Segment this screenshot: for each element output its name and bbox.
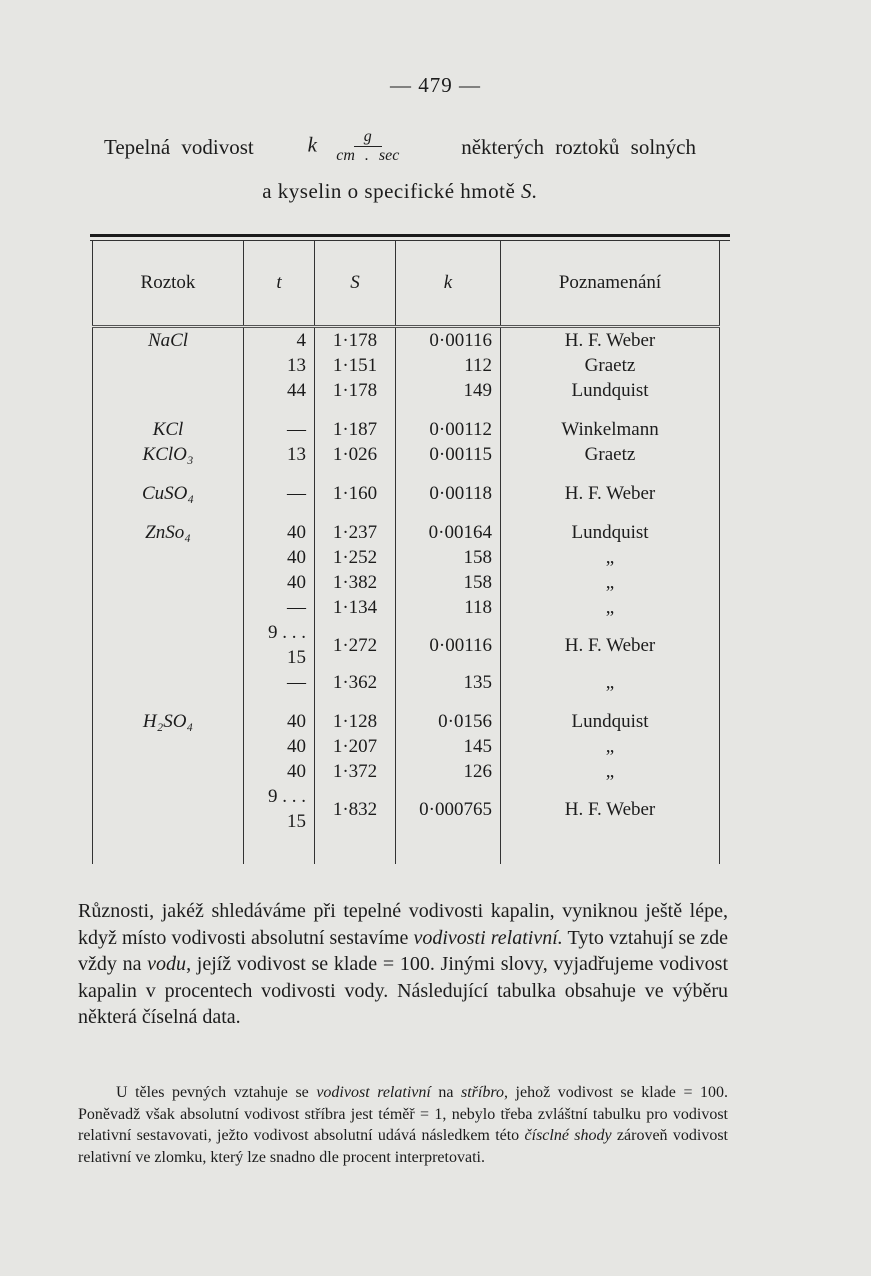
cell-t: 44 (244, 378, 315, 403)
cell-s: 1·362 (315, 670, 396, 695)
cell-s: 1·160 (315, 467, 396, 506)
cell-t: 13 (244, 353, 315, 378)
table-row (93, 327, 720, 354)
cell-poznamenani: H. F. Weber (501, 784, 720, 834)
cell-poznamenani: Winkelmann (501, 403, 720, 442)
cell-k: 0·000765 (396, 784, 501, 834)
header-s: S (315, 241, 396, 327)
table-row (93, 570, 720, 595)
title-line-2 (104, 177, 696, 205)
cell-s: 1·372 (315, 759, 396, 784)
cell-s: 1·272 (315, 620, 396, 670)
cell-roztok: CuSO₄ (93, 467, 244, 506)
table-row (93, 595, 720, 620)
cell-roztok: H₂SO₄ (93, 695, 244, 734)
cell-poznamenani: „ (501, 570, 720, 595)
cell-k: 149 (396, 378, 501, 403)
footnote-paragraph (78, 1082, 728, 1168)
cell-roztok (93, 734, 244, 759)
cell-s: 1·134 (315, 595, 396, 620)
cell-poznamenani: „ (501, 670, 720, 695)
header-poznamenani: Poznamenání (501, 241, 720, 327)
empty-cell (315, 834, 396, 864)
cell-poznamenani: Lundquist (501, 378, 720, 403)
title-text-1: Tepelná vodivost (104, 134, 254, 159)
cell-s: 1·178 (315, 327, 396, 354)
fraction-denominator: cm . sec (336, 147, 400, 164)
note-text: na (430, 1084, 461, 1101)
empty-cell (244, 834, 315, 864)
cell-s: 1·207 (315, 734, 396, 759)
cell-s: 1·026 (315, 442, 396, 467)
cell-t: — (244, 467, 315, 506)
empty-cell (396, 834, 501, 864)
cell-k: 0·00164 (396, 506, 501, 545)
cell-k: 0·00116 (396, 620, 501, 670)
table-row (93, 378, 720, 403)
cell-t: 9 . . . 15 (244, 784, 315, 834)
cell-poznamenani: H. F. Weber (501, 327, 720, 354)
cell-roztok (93, 620, 244, 670)
title-text-3: a kyselin o specifické hmotě (262, 179, 516, 203)
cell-k: 158 (396, 570, 501, 595)
cell-roztok (93, 595, 244, 620)
cell-k: 145 (396, 734, 501, 759)
paragraph-text: , jejíž vodivost se klade = 100. Jinými slovy, vyjadřujeme vodivost kapalin v procentech vodivosti vody. Následující tabulka obsahuje ve výběru některá číselná data. (78, 953, 729, 1028)
note-text: zároveň vodivost relativní ve zlomku, který lze snadno dle procent interpretovati. (78, 1127, 728, 1166)
cell-poznamenani: „ (501, 545, 720, 570)
table-bottom-padding (93, 834, 720, 864)
cell-poznamenani: H. F. Weber (501, 467, 720, 506)
note-text: U těles pevných vztahuje se (116, 1084, 317, 1101)
cell-t: 40 (244, 506, 315, 545)
table-row (93, 759, 720, 784)
cell-roztok (93, 353, 244, 378)
cell-k: 135 (396, 670, 501, 695)
header-t: t (244, 241, 315, 327)
cell-t: 13 (244, 442, 315, 467)
cell-roztok: NaCl (93, 327, 244, 354)
cell-poznamenani: „ (501, 595, 720, 620)
fraction-numerator: g (354, 130, 382, 147)
note-emphasis: čísclné shody (524, 1127, 612, 1144)
cell-roztok (93, 545, 244, 570)
body-paragraph (78, 898, 728, 1031)
table-row (93, 695, 720, 734)
cell-t: 40 (244, 734, 315, 759)
cell-s: 1·178 (315, 378, 396, 403)
cell-k: 0·00115 (396, 442, 501, 467)
table-row (93, 403, 720, 442)
cell-k: 118 (396, 595, 501, 620)
cell-s: 1·252 (315, 545, 396, 570)
cell-t: — (244, 403, 315, 442)
cell-poznamenani: H. F. Weber (501, 620, 720, 670)
cell-k: 112 (396, 353, 501, 378)
cell-t: — (244, 595, 315, 620)
table-top-rule (90, 234, 730, 237)
table-title (104, 130, 696, 205)
header-k: k (396, 241, 501, 327)
paragraph-emphasis: vodivosti relativní. (413, 926, 563, 949)
cell-poznamenani: Lundquist (501, 506, 720, 545)
note-emphasis: vodivost relativní (316, 1084, 431, 1101)
table-row (93, 670, 720, 695)
data-table (92, 241, 720, 864)
empty-cell (501, 834, 720, 864)
table-row (93, 620, 720, 670)
title-line-1 (104, 130, 696, 163)
title-formula (308, 130, 408, 163)
table-row (93, 784, 720, 834)
table-row (93, 545, 720, 570)
cell-s: 1·832 (315, 784, 396, 834)
cell-t: 40 (244, 759, 315, 784)
page-number: — 479 — (390, 73, 481, 97)
cell-roztok (93, 570, 244, 595)
cell-poznamenani: Graetz (501, 442, 720, 467)
cell-roztok (93, 759, 244, 784)
cell-roztok (93, 784, 244, 834)
cell-s: 1·187 (315, 403, 396, 442)
paragraph-emphasis: vodu (147, 953, 187, 975)
cell-roztok (93, 378, 244, 403)
symbol-k: k (307, 132, 317, 157)
cell-poznamenani: „ (501, 759, 720, 784)
conductivity-table (90, 234, 730, 864)
cell-s: 1·151 (315, 353, 396, 378)
table-row (93, 353, 720, 378)
cell-k: 126 (396, 759, 501, 784)
cell-t: 4 (244, 327, 315, 354)
symbol-s: S. (521, 179, 538, 203)
cell-roztok (93, 670, 244, 695)
cell-poznamenani: Graetz (501, 353, 720, 378)
cell-t: 40 (244, 695, 315, 734)
cell-poznamenani: „ (501, 734, 720, 759)
table-row (93, 506, 720, 545)
note-emphasis: stříbro (461, 1084, 504, 1101)
note-text: , jehož vodivost se klade = 100. Poněvadž však absolutní vodivost stříbra jest téměř = 1, nebylo třeba zvláštní tabulku pro vodivost relativní sestavovati, ježto vodivost absolutní udává následkem této (78, 1084, 729, 1144)
cell-poznamenani: Lundquist (501, 695, 720, 734)
cell-t: 9 . . . 15 (244, 620, 315, 670)
cell-k: 0·00118 (396, 467, 501, 506)
cell-k: 0·00116 (396, 327, 501, 354)
cell-t: 40 (244, 545, 315, 570)
table-row (93, 734, 720, 759)
cell-t: — (244, 670, 315, 695)
cell-roztok: ZnSo₄ (93, 506, 244, 545)
paragraph-text: Různosti, jakéž shledáváme při tepelné vodivosti kapalin, vyniknou ještě lépe, když místo vodivosti absolutní sestavíme (78, 900, 728, 949)
table-header-row (93, 241, 720, 327)
cell-s: 1·128 (315, 695, 396, 734)
header-roztok: Roztok (93, 241, 244, 327)
paragraph-text: Tyto vztahují se zde vždy na (78, 926, 729, 975)
table-row (93, 467, 720, 506)
table-body (93, 327, 720, 865)
cell-s: 1·237 (315, 506, 396, 545)
cell-k: 0·0156 (396, 695, 501, 734)
title-text-2: některých roztoků solných (461, 134, 696, 159)
empty-cell (93, 834, 244, 864)
table-row (93, 442, 720, 467)
cell-roztok: KCl (93, 403, 244, 442)
cell-t: 40 (244, 570, 315, 595)
cell-roztok: KClO₃ (93, 442, 244, 467)
cell-s: 1·382 (315, 570, 396, 595)
unit-fraction (336, 130, 399, 163)
cell-k: 0·00112 (396, 403, 501, 442)
cell-k: 158 (396, 545, 501, 570)
